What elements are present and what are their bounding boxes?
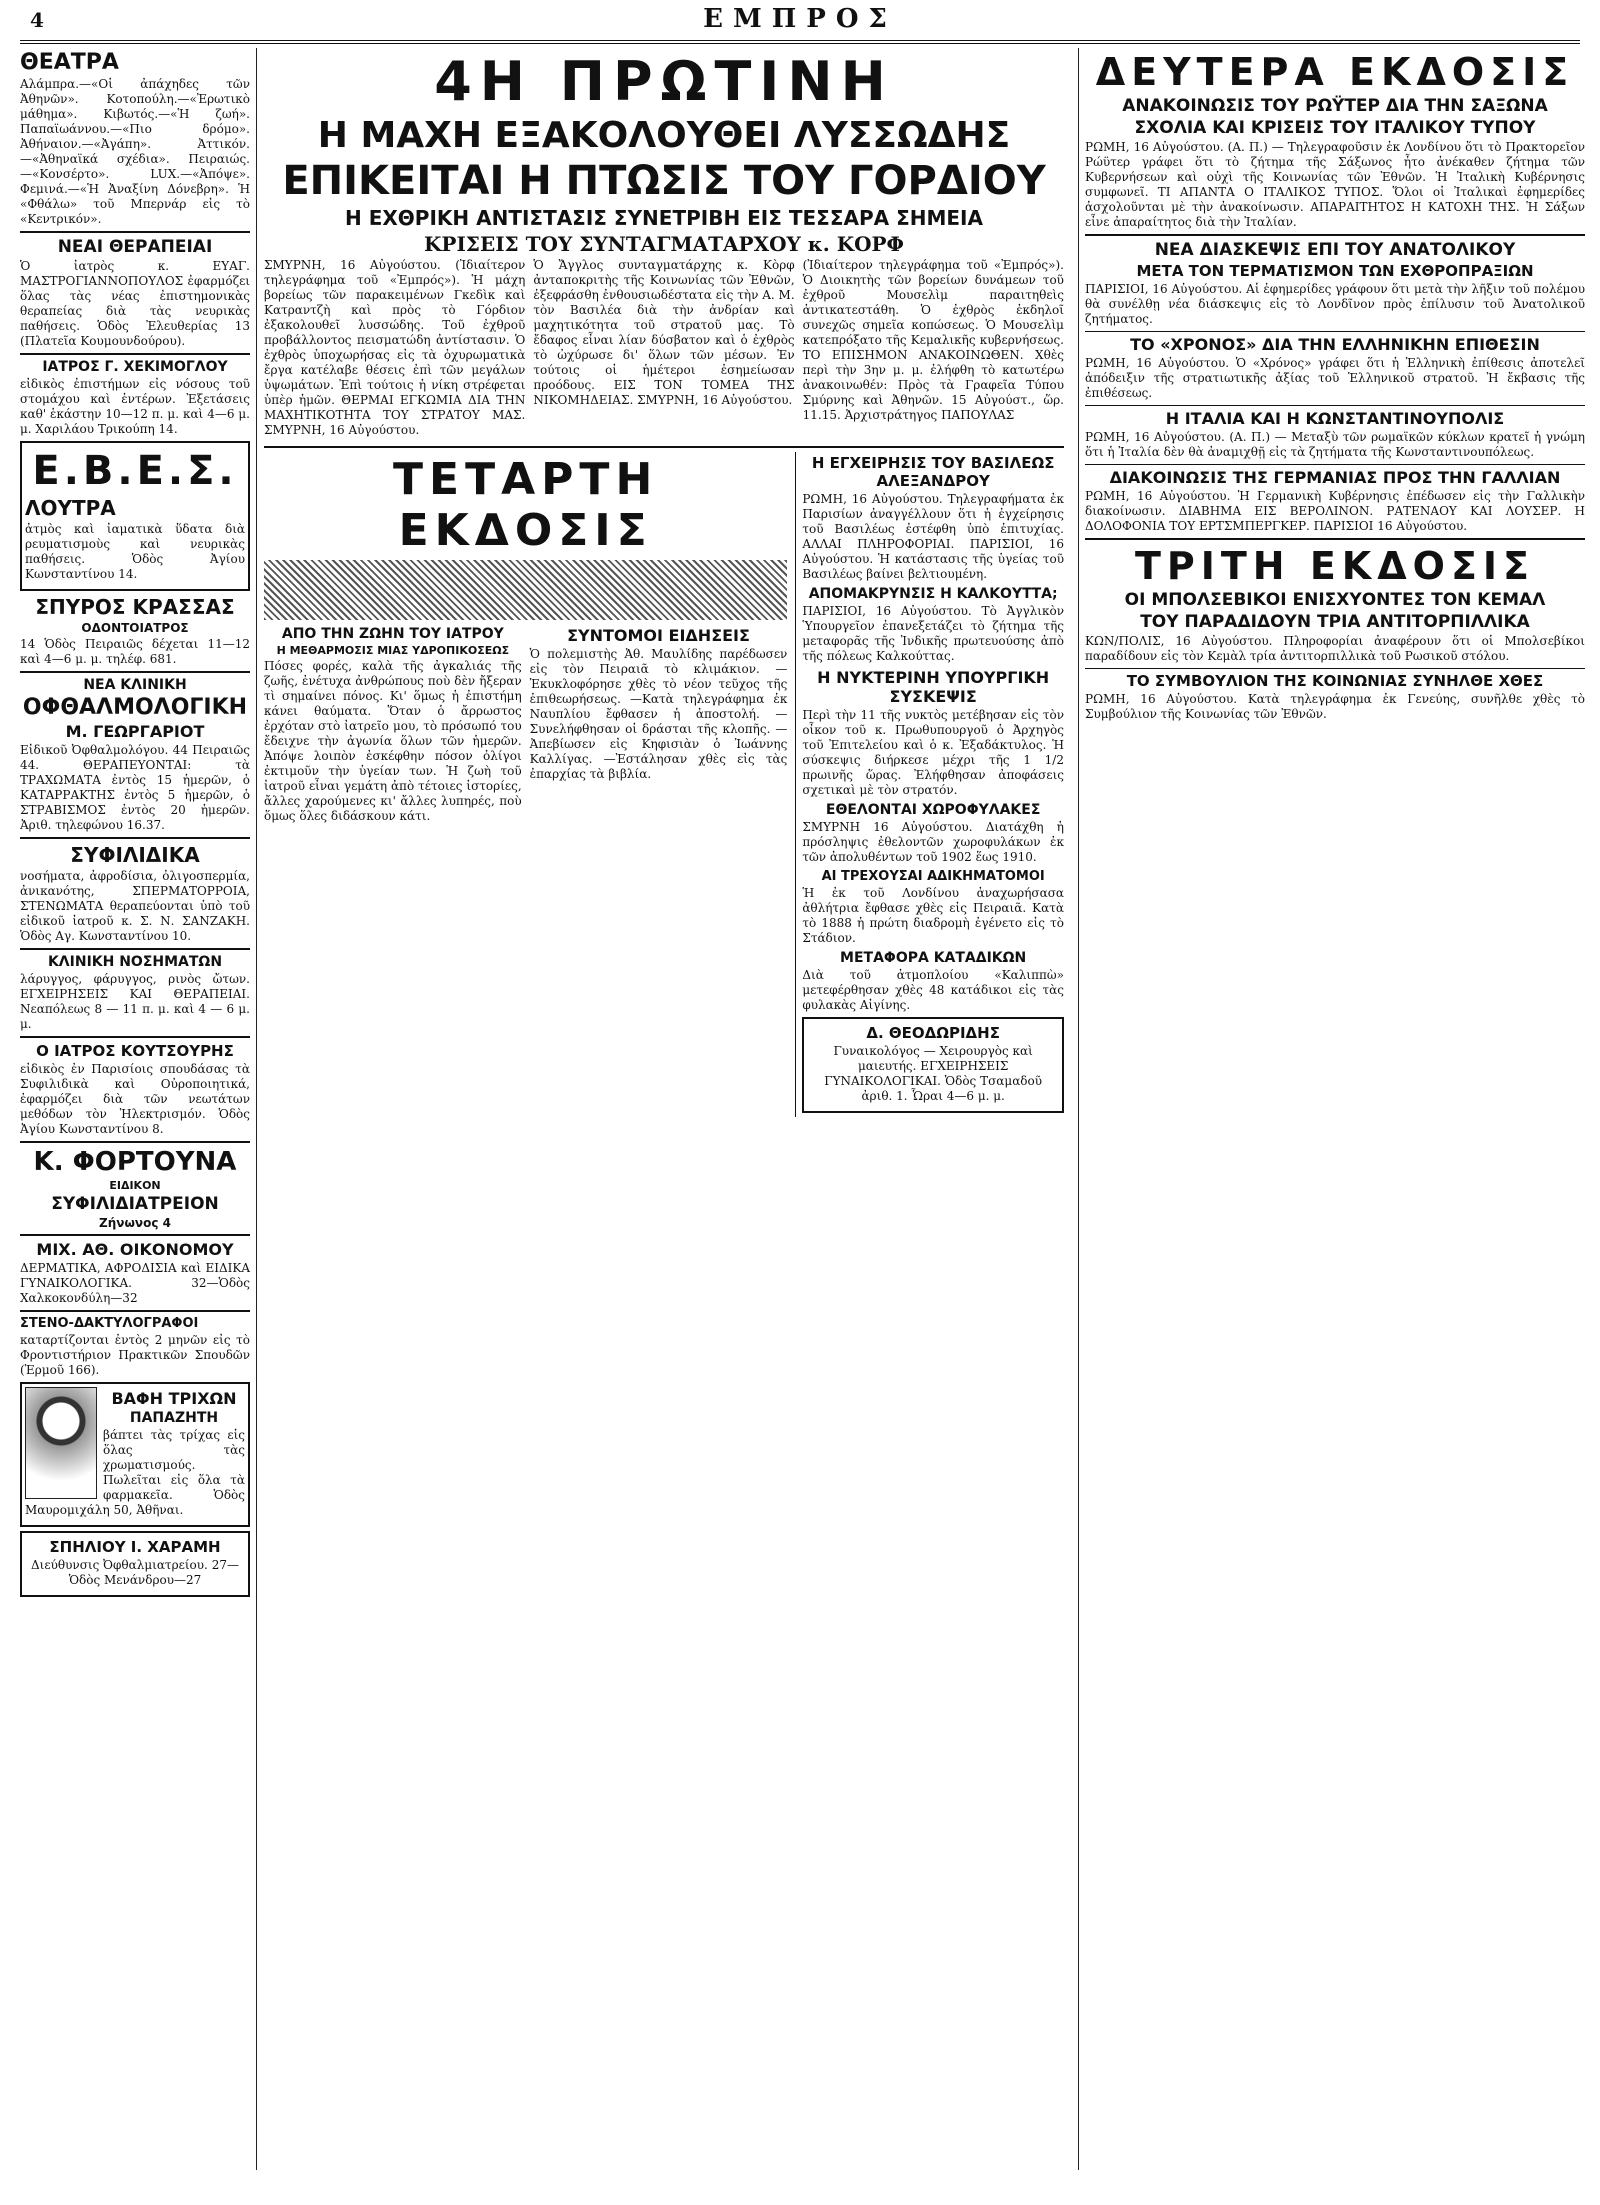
italy-constantinople-heading: Η ΙΤΑΛΙΑ ΚΑΙ Η ΚΩΝΣΤΑΝΤΙΝΟΥΠΟΛΙΣ — [1165, 409, 1505, 428]
doctor-life-text: Πόσες φορές, καλὰ τῆς ἀγκαλιάς τῆς ζωῆς, ἐνέτυχα ἀνθρώπους ποὺ δὲν ἤξεραν τὶ σημαίνει πόνος. Κι' ὅμως ἡ ἐπιστήμη κάνει θαύματα. Ὅταν ὁ ἄρρωστος ἐρχόταν στὸ ἰατρεῖο μου, τὸ πρόσωπό του ἔδειχνε τὴν ἀγωνία ὅλων τῶν ἡμερῶν. Ἀπόψε λοιπὸν ἐσκέφθην πόσον ὀλίγοι ἐκτιμοῦν τὴν ὑγείαν των. Ἡ ζωὴ τοῦ ἰατροῦ εἶναι γεμάτη ἀπὸ τέτοιες ἱστορίες, ἄλλες χαρούμενες κι' ἄλλες λυπηρές, ποὺ ὅμως ὅλες διδάσκουν κάτι. — [264, 659, 522, 823]
convicts-text: Διὰ τοῦ ἀτμοπλοίου «Καλιππὼ» μετεφέρθησαν χθὲς 48 κατάδικοι εἰς τὰς φυλακὰς Αἰγίνης. — [802, 968, 1064, 1012]
league-council-text: ΡΩΜΗ, 16 Αὐγούστου. Κατὰ τηλεγράφημα ἐκ Γενεύης, συνῆλθε χθὲς τὸ Συμβούλιον τῆς Κοινωνίας τῶν Ἐθνῶν. — [1085, 692, 1585, 721]
koutsouris-text: εἰδικὸς ἐν Παρισίοις σπουδάσας τὰ Συφιλιδικὰ καὶ Οὐροποιητικά, ἐφαρμόζει διὰ τῶν νεωτάτων μεθόδων τὸν Ἠλεκτρισμόν. Ὁδὸς Ἀγίου Κωνσταντίνου 8. — [20, 1062, 250, 1136]
fortouna-heading: Κ. ΦΟΡΤΟΥΝΑ — [33, 1147, 237, 1177]
fortouna-big: ΣΥΦΙΛΙΔΙΑΤΡΕΙΟΝ — [51, 1194, 219, 1214]
newspaper-page — [20, 0, 1585, 2170]
baths-title: ΛΟΥΤΡΑ — [25, 496, 116, 520]
short-news-text: Ὁ πολεμιστὴς Ἀθ. Μαυλίδης παρέδωσεν εἰς τὸν Πειραιᾶ τὸ κλιμάκιον. —Ἐκυκλοφόρησε χθὲς τὸ νέον τεῦχος τῆς ἐπιθεωρήσεως. —Κατὰ τηλεγράφημα ἐκ Ναυπλίου ἔφθασεν ἡ ἀποστολή. —Συνελήφθησαν οἱ δράσται τῆς κλοπῆς. —Ἀπεβίωσεν εἰς Κηφισιὰν ὁ Ἰωάννης Καλλίγας. —Ἐστάλησαν χθὲς εἰς τὰς ἐπαρχίας τὰ βιβλία. — [529, 647, 788, 781]
syphilis-heading: ΣΥΦΙΛΙΔΙΚΑ — [70, 843, 200, 867]
page-number: 4 — [30, 8, 44, 32]
german-note-text: ΡΩΜΗ, 16 Αὐγούστου. Ἡ Γερμανικὴ Κυβέρνησις ἐπέδωσεν εἰς τὴν Γαλλικὴν διακοίνωσιν. ΔΙΑΒΗΜΑ ΕΙΣ ΒΕΡΟΛΙΝΟΝ. ΡΑΤΕΝΑΟΥ ΚΑΙ ΛΟΥΣΕΡ. Η ΔΟΛΟΦΟΝΙΑ ΤΟΥ ΕΡΤΣΜΠΕΡΓΚΕΡ. ΠΑΡΙΣΙΟΙ 16 Αὐγούστου. — [1085, 489, 1585, 533]
headline-battle: Η ΜΑΧΗ ΕΞΑΚΟΛΟΥΘΕΙ ΛΥΣΣΩΔΗΣ — [317, 115, 1011, 156]
bolsheviks-heading: ΟΙ ΜΠΟΛΣΕΒΙΚΟΙ ΕΝΙΣΧΥΟΝΤΕΣ ΤΟΝ ΚΕΜΑΛ — [1124, 590, 1546, 610]
ebes-ad — [20, 441, 250, 591]
short-news-heading: ΣΥΝΤΟΜΟΙ ΕΙΔΗΣΕΙΣ — [567, 626, 750, 645]
haramis-title: ΣΠΗΛΙΟΥ Ι. ΧΑΡΑΜΗ — [49, 1538, 221, 1556]
chronos-heading: ΤΟ «ΧΡΟΝΟΣ» ΔΙΑ ΤΗΝ ΕΛΛΗΝΙΚΗΝ ΕΠΙΘΕΣΙΝ — [1130, 335, 1540, 354]
faded-headline-block — [264, 560, 787, 620]
masthead — [20, 0, 1580, 44]
hair-dye-ad — [20, 1382, 250, 1527]
oikonomou-heading: ΜΙΧ. ΑΘ. ΟΙΚΟΝΟΜΟΥ — [36, 1240, 234, 1259]
hair-dye-text: βάπτει τὰς τρίχας εἰς ὅλας τὰς χρωματισμούς. Πωλεῖται εἰς ὅλα τὰ φαρμακεῖα. Ὁδὸς Μαυρομιχάλη 50, Ἀθῆναι. — [25, 1428, 245, 1517]
hair-dye-title: ΒΑΦΗ ΤΡΙΧΩΝ — [111, 1389, 237, 1408]
calcutta-heading: ΑΠΟΜΑΚΡΥΝΣΙΣ Η ΚΑΛΚΟΥΤΤΑ; — [808, 586, 1058, 602]
fortouna-address: Ζήνωνος 4 — [99, 1216, 171, 1230]
german-note-heading: ΔΙΑΚΟΙΝΩΣΙΣ ΤΗΣ ΓΕΡΜΑΝΙΑΣ ΠΡΟΣ ΤΗΝ ΓΑΛΛΙΑΝ — [1109, 468, 1561, 487]
doctor2-text: εἰδικὸς ἐπιστήμων εἰς νόσους τοῦ στομάχου καὶ ἐντέρων. Ἐξετάσεις καθ' ἑκάστην 10—12 π. μ. καὶ 4—6 μ. μ. Χαριλάου Τρικούπη 14. — [20, 377, 250, 436]
eastern-conference-sub: ΜΕΤΑ ΤΟΝ ΤΕΡΜΑΤΙΣΜΟΝ ΤΩΝ ΕΧΘΡΟΠΡΑΞΙΩΝ — [1136, 262, 1534, 280]
steno-heading: ΣΤΕΝΟ-ΔΑΚΤΥΛΟΓΡΑΦΟΙ — [20, 1316, 199, 1331]
theatre-heading: ΘΕΑΤΡΑ — [20, 50, 119, 75]
gendarmes-heading: ΕΘΕΛΟΝΤΑΙ ΧΩΡΟΦΥΛΑΚΕΣ — [825, 802, 1041, 818]
reuter-text: ΡΩΜΗ, 16 Αὐγούστου. (Α. Π.) — Τηλεγραφοῦσιν ἐκ Λονδίνου ὅτι τὸ Πρακτορεῖον Ρώϋτερ γράφει ὅτι τὸ ζήτημα τῆς Σάξωνος ἦτο ἀνέκαθεν ζήτημα τῶν Κυβερνήσεων καὶ οὐχὶ τῆς Κοινωνίας τῶν Ἐθνῶν. Ἡ Ἰταλικὴ Κυβέρνησις συμφωνεῖ. ΤΙ ΑΠΑΝΤΑ Ο ΙΤΑΛΙΚΟΣ ΤΥΠΟΣ. Ὅλοι οἱ Ἰταλικαὶ ἐφημερίδες ἀσχολοῦνται μὲ τὴν ἀνακοίνωσιν. ΑΠΑΡΑΙΤΗΤΟΣ Η ΚΑΤΟΧΗ ΤΗΣ. Ἡ Σάξων εἶνε ἀπαραίτητος διὰ τὴν Ἰταλίαν. — [1085, 140, 1585, 229]
ent-clinic-text: λάρυγγος, φάρυγγος, ρινὸς ὤτων. ΕΓΧΕΙΡΗΣΕΙΣ ΚΑΙ ΘΕΡΑΠΕΙΑΙ. Νεαπόλεως 8 — 11 π. μ. καὶ 4 — 6 μ. μ. — [20, 972, 250, 1031]
dentist-text: 14 Ὁδὸς Πειραιῶς δέχεται 11—12 καὶ 4—6 μ. μ. τηλέφ. 681. — [20, 637, 250, 666]
king-operation-text: ΡΩΜΗ, 16 Αὐγούστου. Τηλεγραφήματα ἐκ Παρισίων ἀναγγέλλουν ὅτι ἡ ἐγχείρησις τοῦ Βασιλέως ἐστέφθη ὑπὸ ἐπιτυχίας. ΑΛΛΑΙ ΠΛΗΡΟΦΟΡΙΑΙ. ΠΑΡΙΣΙΟΙ, 16 Αὐγούστου. Ἡ κατάστασις τῆς ὑγείας τοῦ Βασιλέως βαίνει βελτιουμένη. — [802, 492, 1064, 581]
night-meeting-heading: Η ΝΥΚΤΕΡΙΝΗ ΥΠΟΥΡΓΙΚΗ ΣΥΣΚΕΨΙΣ — [817, 668, 1050, 706]
doctors-heading: ΝΕΑΙ ΘΕΡΑΠΕΙΑΙ — [57, 237, 213, 257]
woman-portrait-illustration — [25, 1387, 97, 1499]
theodoridis-ad — [802, 1017, 1064, 1113]
fourth-edition-banner: ΤΕΤΑΡΤΗ ΕΚΔΟΣΙΣ — [393, 454, 659, 556]
eastern-conference-heading: ΝΕΑ ΔΙΑΣΚΕΨΙΣ ΕΠΙ ΤΟΥ ΑΝΑΤΟΛΙΚΟΥ — [1154, 240, 1516, 260]
newspaper-name: ΕΜΠΡΟΣ — [703, 4, 897, 34]
theodoridis-text: Γυναικολόγος — Χειρουργὸς καὶ μαιευτής. ΕΓΧΕΙΡΗΣΕΙΣ ΓΥΝΑΙΚΟΛΟΓΙΚΑΙ. Ὁδὸς Τσαμαδοῦ ἀριθ. 1. Ὧραι 4—6 μ. μ. — [824, 1044, 1043, 1103]
reuter-heading: ΑΝΑΚΟΙΝΩΣΙΣ ΤΟΥ ΡΩΫΤΕΡ ΔΙΑ ΤΗΝ ΣΑΞΩΝΑ — [1122, 96, 1548, 116]
left-column — [20, 48, 257, 2170]
third-edition-banner: ΤΡΙΤΗ ΕΚΔΟΣΙΣ — [1134, 544, 1536, 588]
headline-gordion: ΕΠΙΚΕΙΤΑΙ Η ΠΤΩΣΙΣ ΤΟΥ ΓΟΡΔΙΟΥ — [282, 158, 1046, 204]
baths-text: ἀτμὸς καὶ ἰαματικὰ ὕδατα διὰ ρευματισμοὺς καὶ νευρικὰς παθήσεις. Ὁδὸς Ἀγίου Κωνσταντίνου 14. — [25, 522, 245, 581]
doctors-text: Ὁ ἰατρὸς κ. ΕΥΑΓ. ΜΑΣΤΡΟΓΙΑΝΝΟΠΟΥΛΟΣ ἐφαρμόζει ὅλας τὰς νέας ἐπιστημονικὰς θεραπείας διὰ τὰς νευρικὰς παθήσεις. Ὁδὸς Ἐλευθερίας 13 (Πλατεῖα Κουμουνδούρου). — [20, 259, 250, 348]
front-story-columns — [264, 258, 1064, 442]
headline-resistance: Η ΕΧΘΡΙΚΗ ΑΝΤΙΣΤΑΣΙΣ ΣΥΝΕΤΡΙΒΗ ΕΙΣ ΤΕΣΣΑΡΑ ΣΗΜΕΙΑ — [345, 206, 983, 230]
lower-center — [264, 452, 1064, 1117]
runners-heading: ΑΙ ΤΡΕΧΟΥΣΑΙ ΑΔΙΚΗΜΑΤΟΜΟΙ — [821, 869, 1045, 884]
story-col-b: Ὁ Ἄγγλος συνταγματάρχης κ. Κὸρφ ἀνταποκριτὴς τῆς Κοινωνίας τῶν Ἐθνῶν, ἐξεφράσθη ἐνθουσιωδέστατα εἰς τὴν Α. Μ. τὸν Βασιλέα διὰ τὴν ἀνδρίαν καὶ μαχητικότητα τοῦ στρατοῦ μας. Τὸ ἔδαφος εἶναι λίαν δύσβατον καὶ ὁ ἐχθρὸς τὸ ὠχύρωσε δι' ὅλων τῶν μέσων. Ἐν τούτοις οἱ ἡμέτεροι ἐσημείωσαν προόδους. ΕΙΣ ΤΟΝ ΤΟΜΕΑ ΤΗΣ ΝΙΚΟΜΗΔΕΙΑΣ. ΣΜΥΡΝΗ, 16 Αὐγούστου. — [533, 258, 795, 407]
league-council-heading: ΤΟ ΣΥΜΒΟΥΛΙΟΝ ΤΗΣ ΚΟΙΝΩΝΙΑΣ ΣΥΝΗΛΘΕ ΧΘΕΣ — [1126, 672, 1544, 690]
oikonomou-text: ΔΕΡΜΑΤΙΚΑ, ΑΦΡΟΔΙΣΙΑ καὶ ΕΙΔΙΚΑ ΓΥΝΑΙΚΟΛΟΓΙΚΑ. 32—Ὁδὸς Χαλκοκονδύλη—32 — [20, 1261, 250, 1305]
fortouna-sub: ΕΙΔΙΚΟΝ — [109, 1179, 161, 1192]
dentist-name: ΣΠΥΡΟΣ ΚΡΑΣΣΑΣ — [35, 595, 235, 619]
italy-constantinople-text: ΡΩΜΗ, 16 Αὐγούστου. (Α. Π.) — Μεταξὺ τῶν ρωμαϊκῶν κύκλων κρατεῖ ἡ γνώμη ὅτι ἡ Ἰταλία δὲν θὰ ἀναμιχθῇ εἰς τὰ ζητήματα τῆς Κωνσταντινουπόλεως. — [1085, 430, 1585, 459]
ent-clinic-heading: ΚΛΙΝΙΚΗ ΝΟΣΗΜΑΤΩΝ — [47, 954, 223, 970]
steno-text: καταρτίζονται ἐντὸς 2 μηνῶν εἰς τὸ Φροντιστήριον Πρακτικῶν Σπουδῶν (Ἑρμοῦ 166). — [20, 1333, 250, 1377]
gendarmes-text: ΣΜΥΡΝΗ 16 Αὐγούστου. Διατάχθη ἡ πρόσληψις ἐθελοντῶν χωροφυλάκων ἐκ τῶν ἀπολυθέντων τοῦ 1902 ἕως 1910. — [802, 820, 1064, 864]
calcutta-text: ΠΑΡΙΣΙΟΙ, 16 Αὐγούστου. Τὸ Ἀγγλικὸν Ὑπουργεῖον ἐπανεξετάζει τὸ ζήτημα τῆς μεταφορᾶς τῆς Ἰνδικῆς πρωτευούσης ἀπὸ τῆς πόλεως Καλκούττας. — [802, 604, 1064, 663]
story-col-c: (Ἰδιαίτερον τηλεγράφημα τοῦ «Ἐμπρός»). Ὁ Διοικητὴς τῶν βορείων δυνάμεων τοῦ ἐχθροῦ Μουσελὶμ παραιτηθεὶς ἀντικατεστάθη. Ὁ ἐχθρὸς ἐκδηλοῖ συνεχῶς σημεῖα κοπώσεως. Ὁ Μουσελὶμ κατεπρόξατο τῆς Κεμαλικῆς κυβερνήσεως. ΤΟ ΕΠΙΣΗΜΟΝ ΑΝΑΚΟΙΝΩΘΕΝ. Χθὲς περὶ τὴν 3ην μ. μ. ἐλήφθη τὸ κατωτέρω ἀνακοινωθέν: Πρὸς τὰ Γραφεῖα Τύπου Σμύρνης καὶ Ἀθηνῶν. 15 Αὐγούστ., ὥρ. 11.15. Ἀρχιστράτηγος ΠΑΠΟΥΛΑΣ — [802, 258, 1064, 422]
runners-text: Ἡ ἐκ τοῦ Λονδίνου ἀναχωρήσασα ἀθλήτρια ἔφθασε χθὲς εἰς Πειραιᾶ. Κατὰ τὸ 1888 ἡ πρώτη διαδρομὴ ἐγένετο εἰς τὸ Στάδιον. — [802, 886, 1064, 945]
syphilis-text: νοσήματα, ἀφροδίσια, ὀλιγοσπερμία, ἀνικανότης, ΣΠΕΡΜΑΤΟΡΡΟΙΑ, ΣΤΕΝΩΜΑΤΑ θεραπεύονται ὑπὸ τοῦ εἰδικοῦ ἰατροῦ κ. Σ. Ν. ΣΑΝΖΑΚΗ. Ὁδὸς Αγ. Κωνσταντίνου 10. — [20, 869, 250, 943]
hair-dye-sub: ΠΑΠΑΖΗΤΗ — [129, 1410, 219, 1426]
headline-korf: ΚΡΙΣΕΙΣ ΤΟΥ ΣΥΝΤΑΓΜΑΤΑΡΧΟΥ κ. ΚΟΡΦ — [424, 232, 904, 256]
convicts-heading: ΜΕΤΑΦΟΡΑ ΚΑΤΑΔΙΚΩΝ — [840, 950, 1027, 966]
eye-clinic-big: ΟΦΘΑΛΜΟΛΟΓΙΚΗ — [22, 695, 248, 720]
doctor-life-sub: Η ΜΕΘΑΡΜΟΣΙΣ ΜΙΑΣ ΥΔΡΟΠΙΚΟΣΕΩΣ — [276, 644, 510, 657]
theodoridis-title: Δ. ΘΕΟΔΩΡΙΔΗΣ — [866, 1024, 1000, 1042]
ebes-title: Ε.Β.Ε.Σ. — [32, 448, 238, 494]
eastern-conference-text: ΠΑΡΙΣΙΟΙ, 16 Αὐγούστου. Αἱ ἐφημερίδες γράφουν ὅτι μετὰ τὴν λῆξιν τοῦ πολέμου θὰ συνέλθῃ νέα διάσκεψις εἰς τὸ Λονδῖνον πρὸς ἐπίλυσιν τοῦ Ἀνατολικοῦ ζητήματος. — [1085, 282, 1585, 326]
koutsouris-heading: Ο ΙΑΤΡΟΣ ΚΟΥΤΣΟΥΡΗΣ — [36, 1042, 234, 1060]
eye-clinic-text: Εἰδικοῦ Ὀφθαλμολόγου. 44 Πειραιῶς 44. ΘΕΡΑΠΕΥΟΝΤΑΙ: τὰ ΤΡΑΧΩΜΑΤΑ ἐντὸς 15 ἡμερῶν, ὁ ΚΑΤΑΡΡΑΚΤΗΣ ἐντὸς 5 ἡμερῶν, ὁ ΣΤΡΑΒΙΣΜΟΣ ἐντὸς 20 ἡμερῶν. Ἀριθ. τηλεφώνου 16.37. — [20, 743, 250, 832]
king-operation-heading: Η ΕΓΧΕΙΡΗΣΙΣ ΤΟΥ ΒΑΣΙΛΕΩΣ ΑΛΕΞΑΝΔΡΟΥ — [811, 454, 1055, 490]
right-column — [1078, 48, 1585, 2170]
destroyers-heading: ΤΟΥ ΠΑΡΑΔΙΔΟΥΝ ΤΡΙΑ ΑΝΤΙΤΟΡΠΙΛΛΙΚΑ — [1140, 612, 1530, 632]
center-column — [264, 48, 1064, 2170]
chronos-text: ΡΩΜΗ, 16 Αὐγούστου. Ὁ «Χρόνος» γράφει ὅτι ἡ Ἑλληνικὴ ἐπίθεσις ἀποτελεῖ ἀπόδειξιν τῆς στρατιωτικῆς ἀξίας τοῦ Ἑλληνικοῦ στρατοῦ. Ἡ ἔκβασις τῆς ἐπιθέσεως. — [1085, 356, 1585, 400]
haramis-text: Διεύθυνσις Ὀφθαλμιατρείου. 27—Ὁδὸς Μενάνδρου—27 — [31, 1558, 239, 1587]
dentist-sub: ΟΔΟΝΤΟΙΑΤΡΟΣ — [81, 621, 189, 635]
doctor2-heading: ΙΑΤΡΟΣ Γ. ΧΕΚΙΜΟΓΛΟΥ — [42, 359, 228, 375]
haramis-ad — [20, 1531, 250, 1597]
doctor-life-heading: ΑΠΟ ΤΗΝ ΖΩΗΝ ΤΟΥ ΙΑΤΡΟΥ — [281, 626, 504, 642]
story-col-a: ΣΜΥΡΝΗ, 16 Αὐγούστου. (Ἰδιαίτερον τηλεγράφημα τοῦ «Ἐμπρός»). Ἡ μάχη βορείως τῶν παρακειμένων Γκεδὶκ καὶ Κατραντζὴ καὶ πρὸς τὸ Γόρδιον ἐξακολουθεῖ λυσσώδης. Τοῦ ἐχθροῦ προβάλλοντος πεισματώδη ἀντίστασιν. Ὁ ἐχθρὸς ὑποχωρήσας εἰς τὰ ὀχυρωματικὰ ἔργα κατέλαβε θέσεις ἐπὶ τῶν μεγάλων ὑψωμάτων. Ἐπὶ τούτοις ἡ νίκη στρέφεται ὑπὲρ ἡμῶν. ΘΕΡΜΑΙ ΕΓΚΩΜΙΑ ΔΙΑ ΤΗΝ ΜΑΧΗΤΙΚΟΤΗΤΑ ΤΟΥ ΣΤΡΑΤΟΥ ΜΑΣ. ΣΜΥΡΝΗ, 16 Αὐγούστου. — [264, 258, 526, 437]
theatre-listings: Αλάμπρα.—«Οἱ ἀπάχηδες τῶν Ἀθηνῶν». Κοτοπούλη.—«Ἐρωτικὸ μάθημα». Κιβωτός.—«Ἡ ζωή». Παπαϊωάννου.—«Πιο δρόμο». Ἀθήναιον.—«Ἀγάπη». Ἀττικόν.—«Ἀθηναϊκά σχέδια». Πειραιώς.—«Κονσέρτο». LUX.—«Ἀπόψε». Φεμινά.—«Ἡ Ἀναξίνη Δόνεβρη». Ἡ «Φθάλω» τοῦ Μπερνάρ εἰς τὸ «Κεντρικόν». — [20, 77, 250, 226]
bolsheviks-text: ΚΩΝ/ΠΟΛΙΣ, 16 Αὐγούστου. Πληροφορίαι ἀναφέρουν ὅτι οἱ Μπολσεβίκοι παραδίδουν εἰς τὸν Κεμὰλ τρία ἀντιτορπιλλικὰ τοῦ Ρωσικοῦ στόλου. — [1085, 634, 1585, 663]
eye-clinic-heading: ΝΕΑ ΚΛΙΝΙΚΗ — [83, 677, 187, 693]
eye-doctor: Μ. ΓΕΩΡΓΑΡΙΟΤ — [65, 722, 205, 741]
night-meeting-text: Περὶ τὴν 11 τῆς νυκτὸς μετέβησαν εἰς τὸν οἶκον τοῦ κ. Πρωθυπουργοῦ ὁ Ἀρχηγὸς τοῦ Ἐπιτελείου καὶ ὁ κ. Ἐξαδάκτυλος. Ἡ σύσκεψις διήρκεσε μέχρι τῆς 1 1/2 πρωινῆς ὥρας. Ἐλήφθησαν ἀποφάσεις σχετικαὶ μὲ τὸν στρατόν. — [802, 708, 1064, 797]
second-edition-banner: ΔΕΥΤΕΡΑ ΕΚΔΟΣΙΣ — [1095, 50, 1575, 94]
fourth-morning-banner: 4Η ΠΡΩΤΙΝΗ — [434, 50, 894, 113]
italian-press-heading: ΣΧΟΛΙΑ ΚΑΙ ΚΡΙΣΕΙΣ ΤΟΥ ΙΤΑΛΙΚΟΥ ΤΥΠΟΥ — [1134, 118, 1536, 138]
